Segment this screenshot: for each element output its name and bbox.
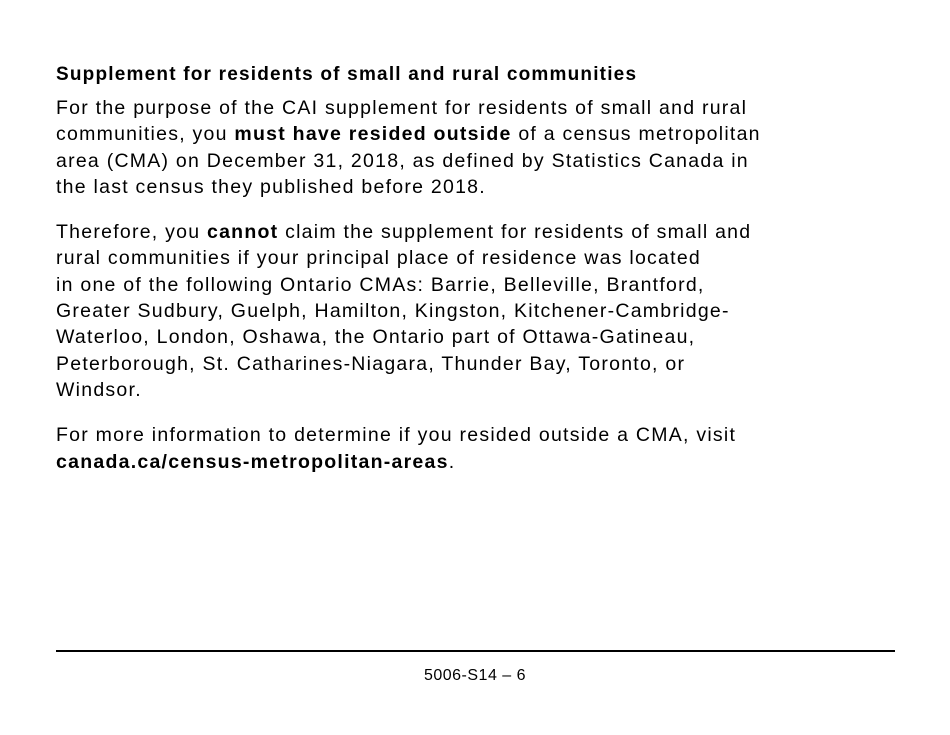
text-segment: Therefore, you xyxy=(56,221,207,244)
text-segment: of a census metropolitan xyxy=(511,123,761,146)
paragraph-cma-exclusions xyxy=(56,219,896,403)
link-census-metropolitan-areas[interactable]: canada.ca/census-metropolitan-areas xyxy=(56,450,449,473)
text-line: area (CMA) on December 31, 2018, as defined by Statistics Canada in xyxy=(56,149,749,172)
text-line: For more information to determine if you resided outside a CMA, visit xyxy=(56,424,737,447)
paragraph-residency-requirement xyxy=(56,95,896,200)
footer-divider xyxy=(56,650,895,652)
text-line: Peterborough, St. Catharines-Niagara, Thunder Bay, Toronto, or xyxy=(56,352,686,375)
text-line: the last census they published before 2018. xyxy=(56,175,486,198)
text-line xyxy=(56,121,896,147)
section-heading: Supplement for residents of small and rural communities xyxy=(56,64,638,85)
emphasis-must-have-resided-outside: must have resided outside xyxy=(234,123,512,146)
paragraph-more-information xyxy=(56,422,896,475)
text-segment: . xyxy=(448,450,456,473)
text-line: For the purpose of the CAI supplement for residents of small and rural xyxy=(56,97,748,119)
text-line: Waterloo, London, Oshawa, the Ontario part of Ottawa-Gatineau, xyxy=(56,326,696,349)
page-content xyxy=(56,63,896,494)
text-line: in one of the following Ontario CMAs: Barrie, Belleville, Brantford, xyxy=(56,273,705,296)
text-line xyxy=(56,449,896,475)
text-line: rural communities if your principal place of residence was located xyxy=(56,247,702,270)
text-segment: communities, you xyxy=(56,123,235,146)
emphasis-cannot: cannot xyxy=(206,221,279,244)
text-segment: claim the supplement for residents of small and xyxy=(278,221,752,244)
page-number: 5006-S14 – 6 xyxy=(423,667,527,684)
text-line: Greater Sudbury, Guelph, Hamilton, Kingston, Kitchener-Cambridge- xyxy=(56,300,730,323)
text-line xyxy=(56,219,896,245)
text-line: Windsor. xyxy=(56,378,142,401)
